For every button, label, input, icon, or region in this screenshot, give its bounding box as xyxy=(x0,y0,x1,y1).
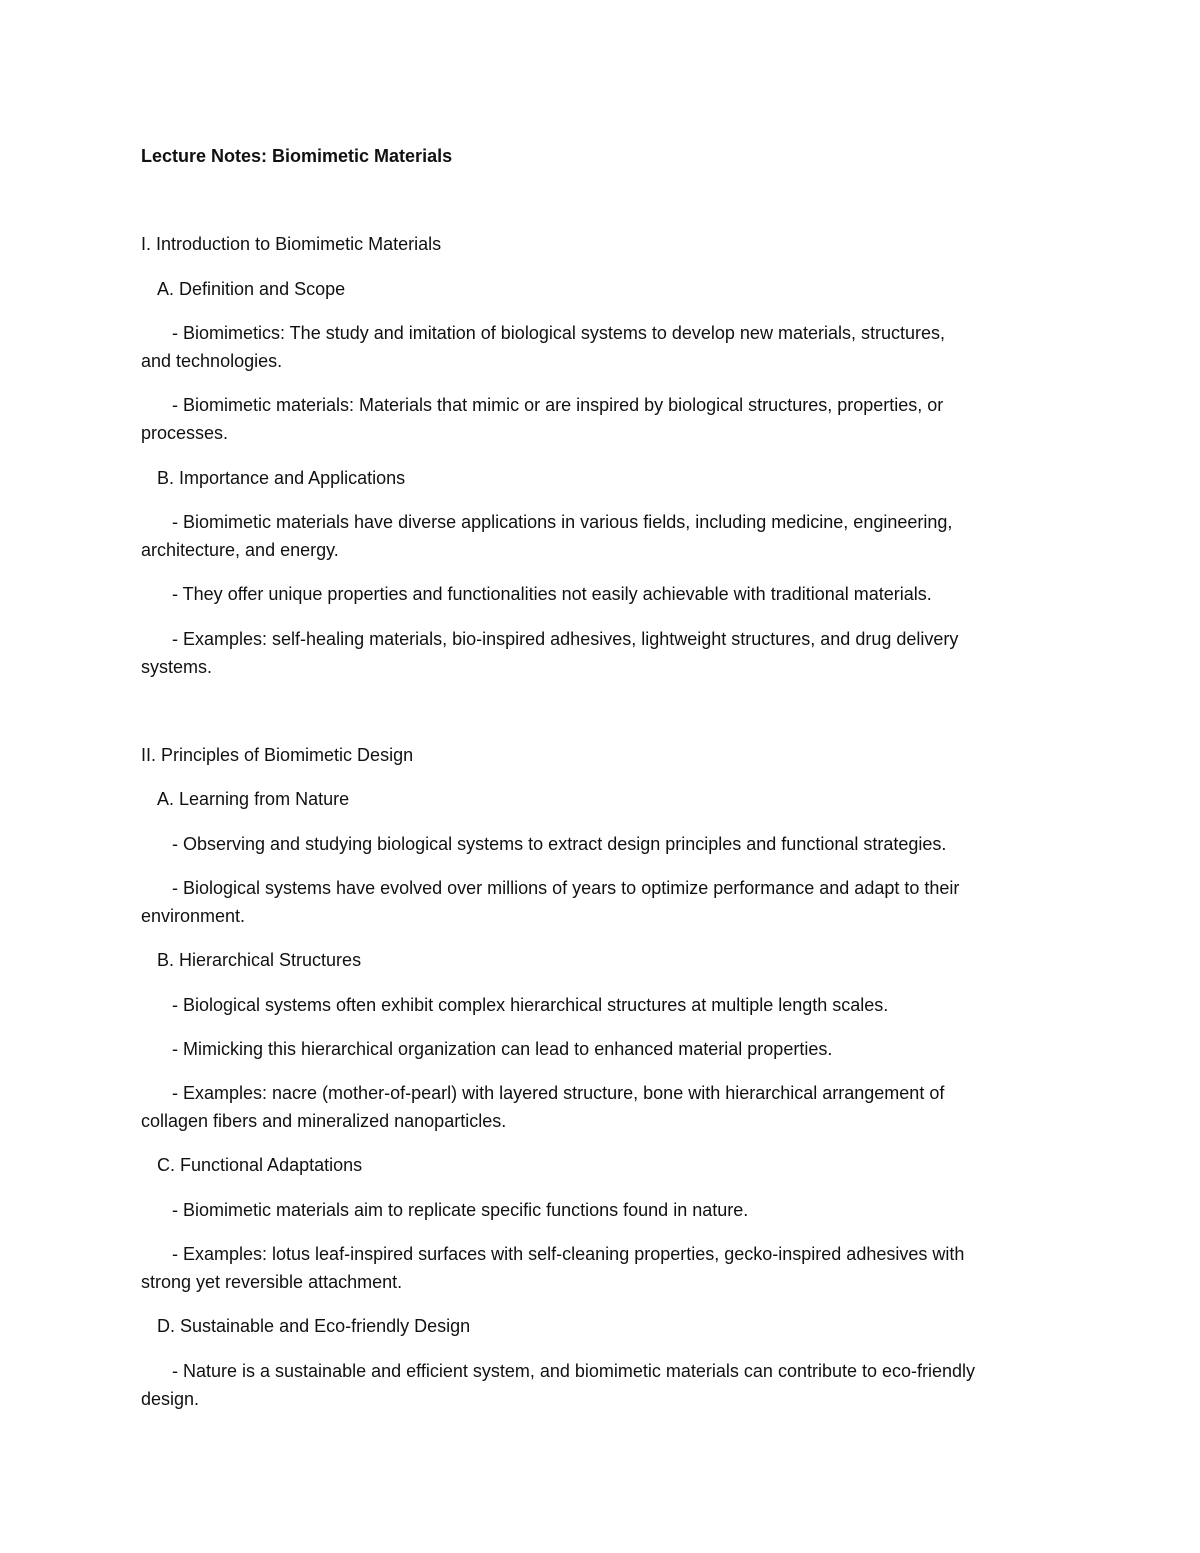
bullet-continuation: environment. xyxy=(141,906,246,926)
bullet-continuation: strong yet reversible attachment. xyxy=(141,1272,403,1292)
bullet-line: - Mimicking this hierarchical organization can lead to enhanced material properties. xyxy=(172,1039,833,1059)
bullet-line: - Nature is a sustainable and efficient system, and biomimetic materials can contribute to eco-friendly xyxy=(172,1361,976,1381)
bullet-continuation: architecture, and energy. xyxy=(141,540,339,560)
document-title: Lecture Notes: Biomimetic Materials xyxy=(141,146,453,166)
bullet-line: - Examples: nacre (mother-of-pearl) with layered structure, bone with hierarchical arrangement of xyxy=(172,1083,945,1103)
bullet-continuation: systems. xyxy=(141,657,213,677)
subsection-heading: A. Learning from Nature xyxy=(157,789,350,809)
subsection-heading: B. Hierarchical Structures xyxy=(157,950,362,970)
subsection-heading: C. Functional Adaptations xyxy=(157,1155,363,1175)
section-heading: I. Introduction to Biomimetic Materials xyxy=(141,234,442,254)
bullet-line: - Biomimetics: The study and imitation of biological systems to develop new materials, structures, xyxy=(172,323,945,343)
bullet-line: - They offer unique properties and functionalities not easily achievable with traditional materials. xyxy=(172,584,932,604)
bullet-line: - Biomimetic materials have diverse applications in various fields, including medicine, engineering, xyxy=(172,512,953,532)
subsection-heading: D. Sustainable and Eco-friendly Design xyxy=(157,1316,471,1336)
subsection-heading: A. Definition and Scope xyxy=(157,279,346,299)
bullet-continuation: and technologies. xyxy=(141,351,283,371)
bullet-line: - Biomimetic materials: Materials that mimic or are inspired by biological structures, properties, or xyxy=(172,395,944,415)
bullet-line: - Observing and studying biological systems to extract design principles and functional strategies. xyxy=(172,834,947,854)
bullet-line: - Examples: self-healing materials, bio-inspired adhesives, lightweight structures, and drug delivery xyxy=(172,629,959,649)
bullet-continuation: design. xyxy=(141,1389,200,1409)
bullet-continuation: processes. xyxy=(141,423,229,443)
bullet-continuation: collagen fibers and mineralized nanoparticles. xyxy=(141,1111,507,1131)
bullet-line: - Biomimetic materials aim to replicate specific functions found in nature. xyxy=(172,1200,749,1220)
bullet-line: - Biological systems often exhibit complex hierarchical structures at multiple length scales. xyxy=(172,995,889,1015)
bullet-line: - Biological systems have evolved over millions of years to optimize performance and adapt to their xyxy=(172,878,960,898)
section-heading: II. Principles of Biomimetic Design xyxy=(141,745,414,765)
bullet-line: - Examples: lotus leaf-inspired surfaces with self-cleaning properties, gecko-inspired adhesives with xyxy=(172,1244,965,1264)
subsection-heading: B. Importance and Applications xyxy=(157,468,406,488)
